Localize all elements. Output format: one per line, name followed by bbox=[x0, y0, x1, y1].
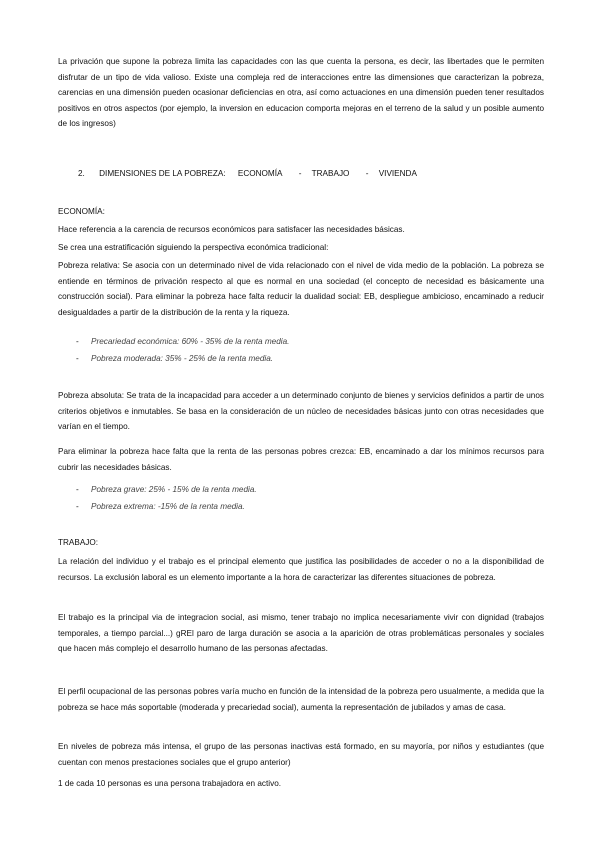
section-separator: - bbox=[298, 169, 302, 178]
section-heading bbox=[78, 166, 423, 182]
economia-line: Se crea una estratificación siguiendo la perspectiva económica tradicional: bbox=[58, 243, 329, 252]
trabajo-paragraph: El trabajo es la principal via de integracion social, asi mismo, tener trabajo no implica necesariamente vivir con dignidad (trabajos temporales, a tiempo parcial...) gREl paro de larga duración se asocia a la aparición de otras problemáticas personales y sociales que hacen más complejo el desarrollo humano de las personas afectadas. bbox=[58, 613, 544, 653]
document-page: La privación que supone la pobreza limita las capacidades con las que cuenta la persona, es decir, las libertades que le permiten disfrutar de un tipo de vida valioso. Existe una compleja red de interacciones entre las dimensiones que caracterizan la pobreza, carencias en una dimensión pueden ocasionar deficiencias en otra, así como actuaciones en una dimensión pueden tener resultados positivos en otros aspectos (por ejemplo, la inversion en educacion comporta mejoras en el terreno de la salud y un posible aumento de los ingresos) 2. DIMENSIONES DE LA POBREZA: ECONOMÍA - TRABAJO - VIVIENDA ECONOMÍA: Hace referencia a la carencia de recursos económicos para satisfacer las necesidades básicas. Se crea una estratificación siguiendo la perspectiva económica tradicional: Pobreza relativa: Se asocia con un determinado nivel de vida relacionado con el nivel de vida medio de la población. La pobreza se entiende en términos de privación respecto al que es normal en una sociedad (el concepto de necesidad es básicamente una construcción social). Para eliminar la pobreza hace falta reducir la dualidad social: EB, despliegue ambicioso, encaminado a reducir desigualdades a partir de la distribución de la renta y la riqueza. - Precariedad económica: 60% - 35% de la renta media. - Pobreza moderada: 35% - 25% de la renta media. Pobreza absoluta: Se trata de la incapacidad para acceder a un determinado conjunto de bienes y servicios definidos a partir de unos criterios objetivos e inmutables. Se basa en la consideración de un núcleo de necesidades básicas junto con otras necesidades que varían en el tiempo. Para eliminar la pobreza hace falta que la renta de las personas pobres crezca: EB, encaminado a dar los mínimos recursos para cubrir las necesidades básicas. - Pobreza grave: 25% - 15% de la renta media. - Pobreza extrema: -15% de la renta media. TRABAJO: La relación del individuo y el trabajo es el principal elemento que justifica las posibilidades de acceder o no a la disponibilidad de recursos. La exclusión laboral es un elemento importante a la hora de caracterizar las diferentes situaciones de pobreza. El trabajo es la principal via de integracion social, asi mismo, tener trabajo no implica necesariamente vivir con dignidad (trabajos temporales, a tiempo parcial...) gREl paro de larga duración se asocia a la aparición de otras problemáticas personales y sociales que hacen más complejo el desarrollo humano de las personas afectadas. El perfil ocupacional de las personas pobres varía mucho en función de la intensidad de la pobreza pero usualmente, a medida que la pobreza se hace más soportable (moderada y precariedad social), aumenta la representación de jubilados y amas de casa. En niveles de pobreza más intensa, el grupo de las personas inactivas está formado, en su mayoría, por niños y estudiantes (que cuentan con menos prestaciones sociales que el grupo anterior) 1 de cada 10 personas es una persona trabajadora en activo. bbox=[0, 0, 600, 848]
intro-paragraph: La privación que supone la pobreza limita las capacidades con las que cuenta la persona, es decir, las libertades que le permiten disfrutar de un tipo de vida valioso. Existe una compleja red de interacciones entre las dimensiones que caracterizan la pobreza, carencias en una dimensión pueden ocasionar deficiencias en otra, así como actuaciones en una dimensión pueden tener resultados positivos en otros aspectos (por ejemplo, la inversion en educacion comporta mejoras en el terreno de la salud y un posible aumento de los ingresos) bbox=[58, 57, 544, 128]
section-item-economia: ECONOMÍA bbox=[237, 169, 283, 178]
section-number: 2. bbox=[78, 169, 85, 178]
trabajo-heading: TRABAJO: bbox=[58, 538, 99, 547]
section-title: DIMENSIONES DE LA POBREZA: bbox=[99, 169, 226, 178]
pobreza-absoluta-paragraph: Para eliminar la pobreza hace falta que la renta de las personas pobres crezca: EB, encaminado a dar los mínimos recursos para cubrir las necesidades básicas. bbox=[58, 447, 544, 472]
trabajo-paragraph: En niveles de pobreza más intensa, el grupo de las personas inactivas está formado, en su mayoría, por niños y estudiantes (que cuentan con menos prestaciones sociales que el grupo anterior) bbox=[58, 742, 544, 767]
economia-heading: ECONOMÍA: bbox=[58, 207, 105, 216]
section-item-vivienda: VIVIENDA bbox=[378, 169, 417, 178]
trabajo-paragraph: 1 de cada 10 personas es una persona trabajadora en activo. bbox=[58, 779, 282, 788]
pobreza-relativa-paragraph: Pobreza relativa: Se asocia con un determinado nivel de vida relacionado con el nivel de vida medio de la población. La pobreza se entiende en términos de privación respecto al que es normal en una sociedad (el concepto de necesidad es básicamente una construcción social). Para eliminar la pobreza hace falta reducir la dualidad social: EB, despliegue ambicioso, encaminado a reducir desigualdades a partir de la distribución de la renta y la riqueza. bbox=[58, 261, 544, 317]
trabajo-paragraph: La relación del individuo y el trabajo es el principal elemento que justifica las posibilidades de acceder o no a la disponibilidad de recursos. La exclusión laboral es un elemento importante a la hora de caracterizar las diferentes situaciones de pobreza. bbox=[58, 557, 544, 582]
trabajo-paragraph: El perfil ocupacional de las personas pobres varía mucho en función de la intensidad de la pobreza pero usualmente, a medida que la pobreza se hace más soportable (moderada y precariedad social), aumenta la representación de jubilados y amas de casa. bbox=[58, 687, 544, 712]
economia-line: Hace referencia a la carencia de recursos económicos para satisfacer las necesidades básicas. bbox=[58, 225, 405, 234]
section-separator: - bbox=[365, 169, 369, 178]
section-item-trabajo: TRABAJO bbox=[311, 169, 350, 178]
pobreza-absoluta-paragraph: Pobreza absoluta: Se trata de la incapacidad para acceder a un determinado conjunto de bienes y servicios definidos a partir de unos criterios objetivos e inmutables. Se basa en la consideración de un núcleo de necesidades básicas junto con otras necesidades que varían en el tiempo. bbox=[58, 391, 544, 431]
